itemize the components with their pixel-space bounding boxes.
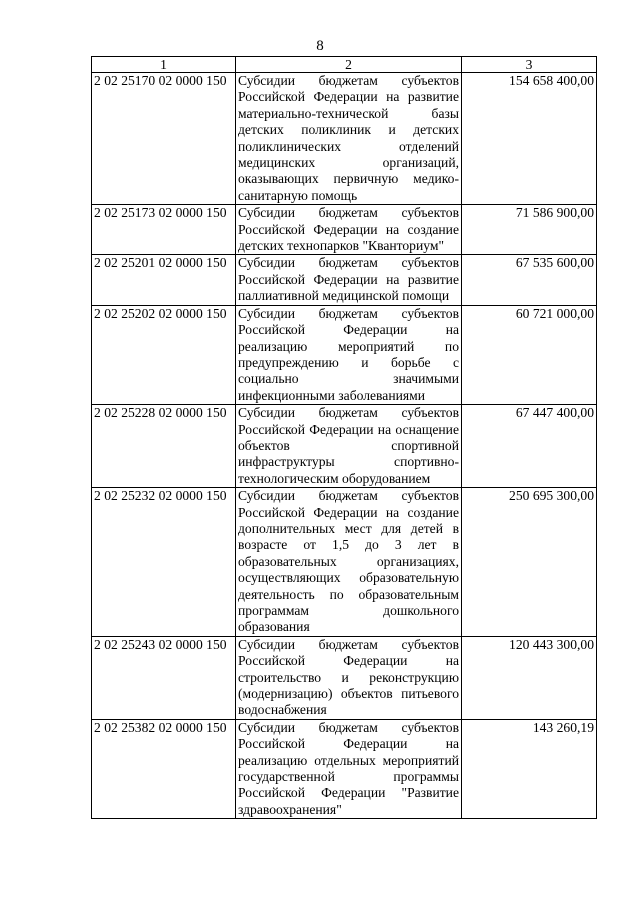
column-header-description: 2 [236,57,462,73]
row-code: 2 02 25232 02 0000 150 [92,488,236,637]
column-header-code: 1 [92,57,236,73]
page-number: 8 [316,38,324,54]
table-row [92,305,597,404]
row-description: Субсидии бюджетам субъектов Российской Федерации на строительство и реконструкцию (модернизацию) объектов питьевого водоснабжения [236,636,462,719]
table-row [92,405,597,488]
row-description: Субсидии бюджетам субъектов Российской Федерации на реализацию мероприятий по предупреждению и борьбе с социально значимыми инфекционными заболеваниями [236,305,462,404]
row-amount: 67 447 400,00 [462,405,597,488]
table-row [92,205,597,255]
row-description: Субсидии бюджетам субъектов Российской Федерации на развитие материально-технической базы детских поликлиник и детских поликлинических отделений медицинских организаций, оказывающих первичную медико-санитарную помощь [236,73,462,205]
row-code: 2 02 25228 02 0000 150 [92,405,236,488]
row-code: 2 02 25201 02 0000 150 [92,255,236,305]
budget-table [91,56,597,819]
row-code: 2 02 25382 02 0000 150 [92,719,236,818]
row-description: Субсидии бюджетам субъектов Российской Федерации на создание дополнительных мест для детей в возрасте от 1,5 до 3 лет в образовательных организациях, осуществляющих образовательную деятельность по образовательным программам дошкольного образования [236,488,462,637]
table-row [92,719,597,818]
row-amount: 120 443 300,00 [462,636,597,719]
table-header [92,57,597,73]
row-description: Субсидии бюджетам субъектов Российской Федерации на создание детских технопарков "Кванториум" [236,205,462,255]
table-row [92,636,597,719]
table-row [92,255,597,305]
table-row [92,73,597,205]
row-description: Субсидии бюджетам субъектов Российской Федерации на реализацию отдельных мероприятий государственной программы Российской Федерации "Развитие здравоохранения" [236,719,462,818]
row-code: 2 02 25173 02 0000 150 [92,205,236,255]
row-amount: 67 535 600,00 [462,255,597,305]
column-header-amount: 3 [462,57,597,73]
row-amount: 154 658 400,00 [462,73,597,205]
row-amount: 250 695 300,00 [462,488,597,637]
table-row [92,488,597,637]
row-code: 2 02 25170 02 0000 150 [92,73,236,205]
header-row [92,57,597,73]
table-body [92,73,597,819]
row-code: 2 02 25202 02 0000 150 [92,305,236,404]
row-description: Субсидии бюджетам субъектов Российской Федерации на оснащение объектов спортивной инфраструктуры спортивно-технологическим оборудованием [236,405,462,488]
row-amount: 60 721 000,00 [462,305,597,404]
row-description: Субсидии бюджетам субъектов Российской Федерации на развитие паллиативной медицинской помощи [236,255,462,305]
row-amount: 71 586 900,00 [462,205,597,255]
row-code: 2 02 25243 02 0000 150 [92,636,236,719]
row-amount: 143 260,19 [462,719,597,818]
